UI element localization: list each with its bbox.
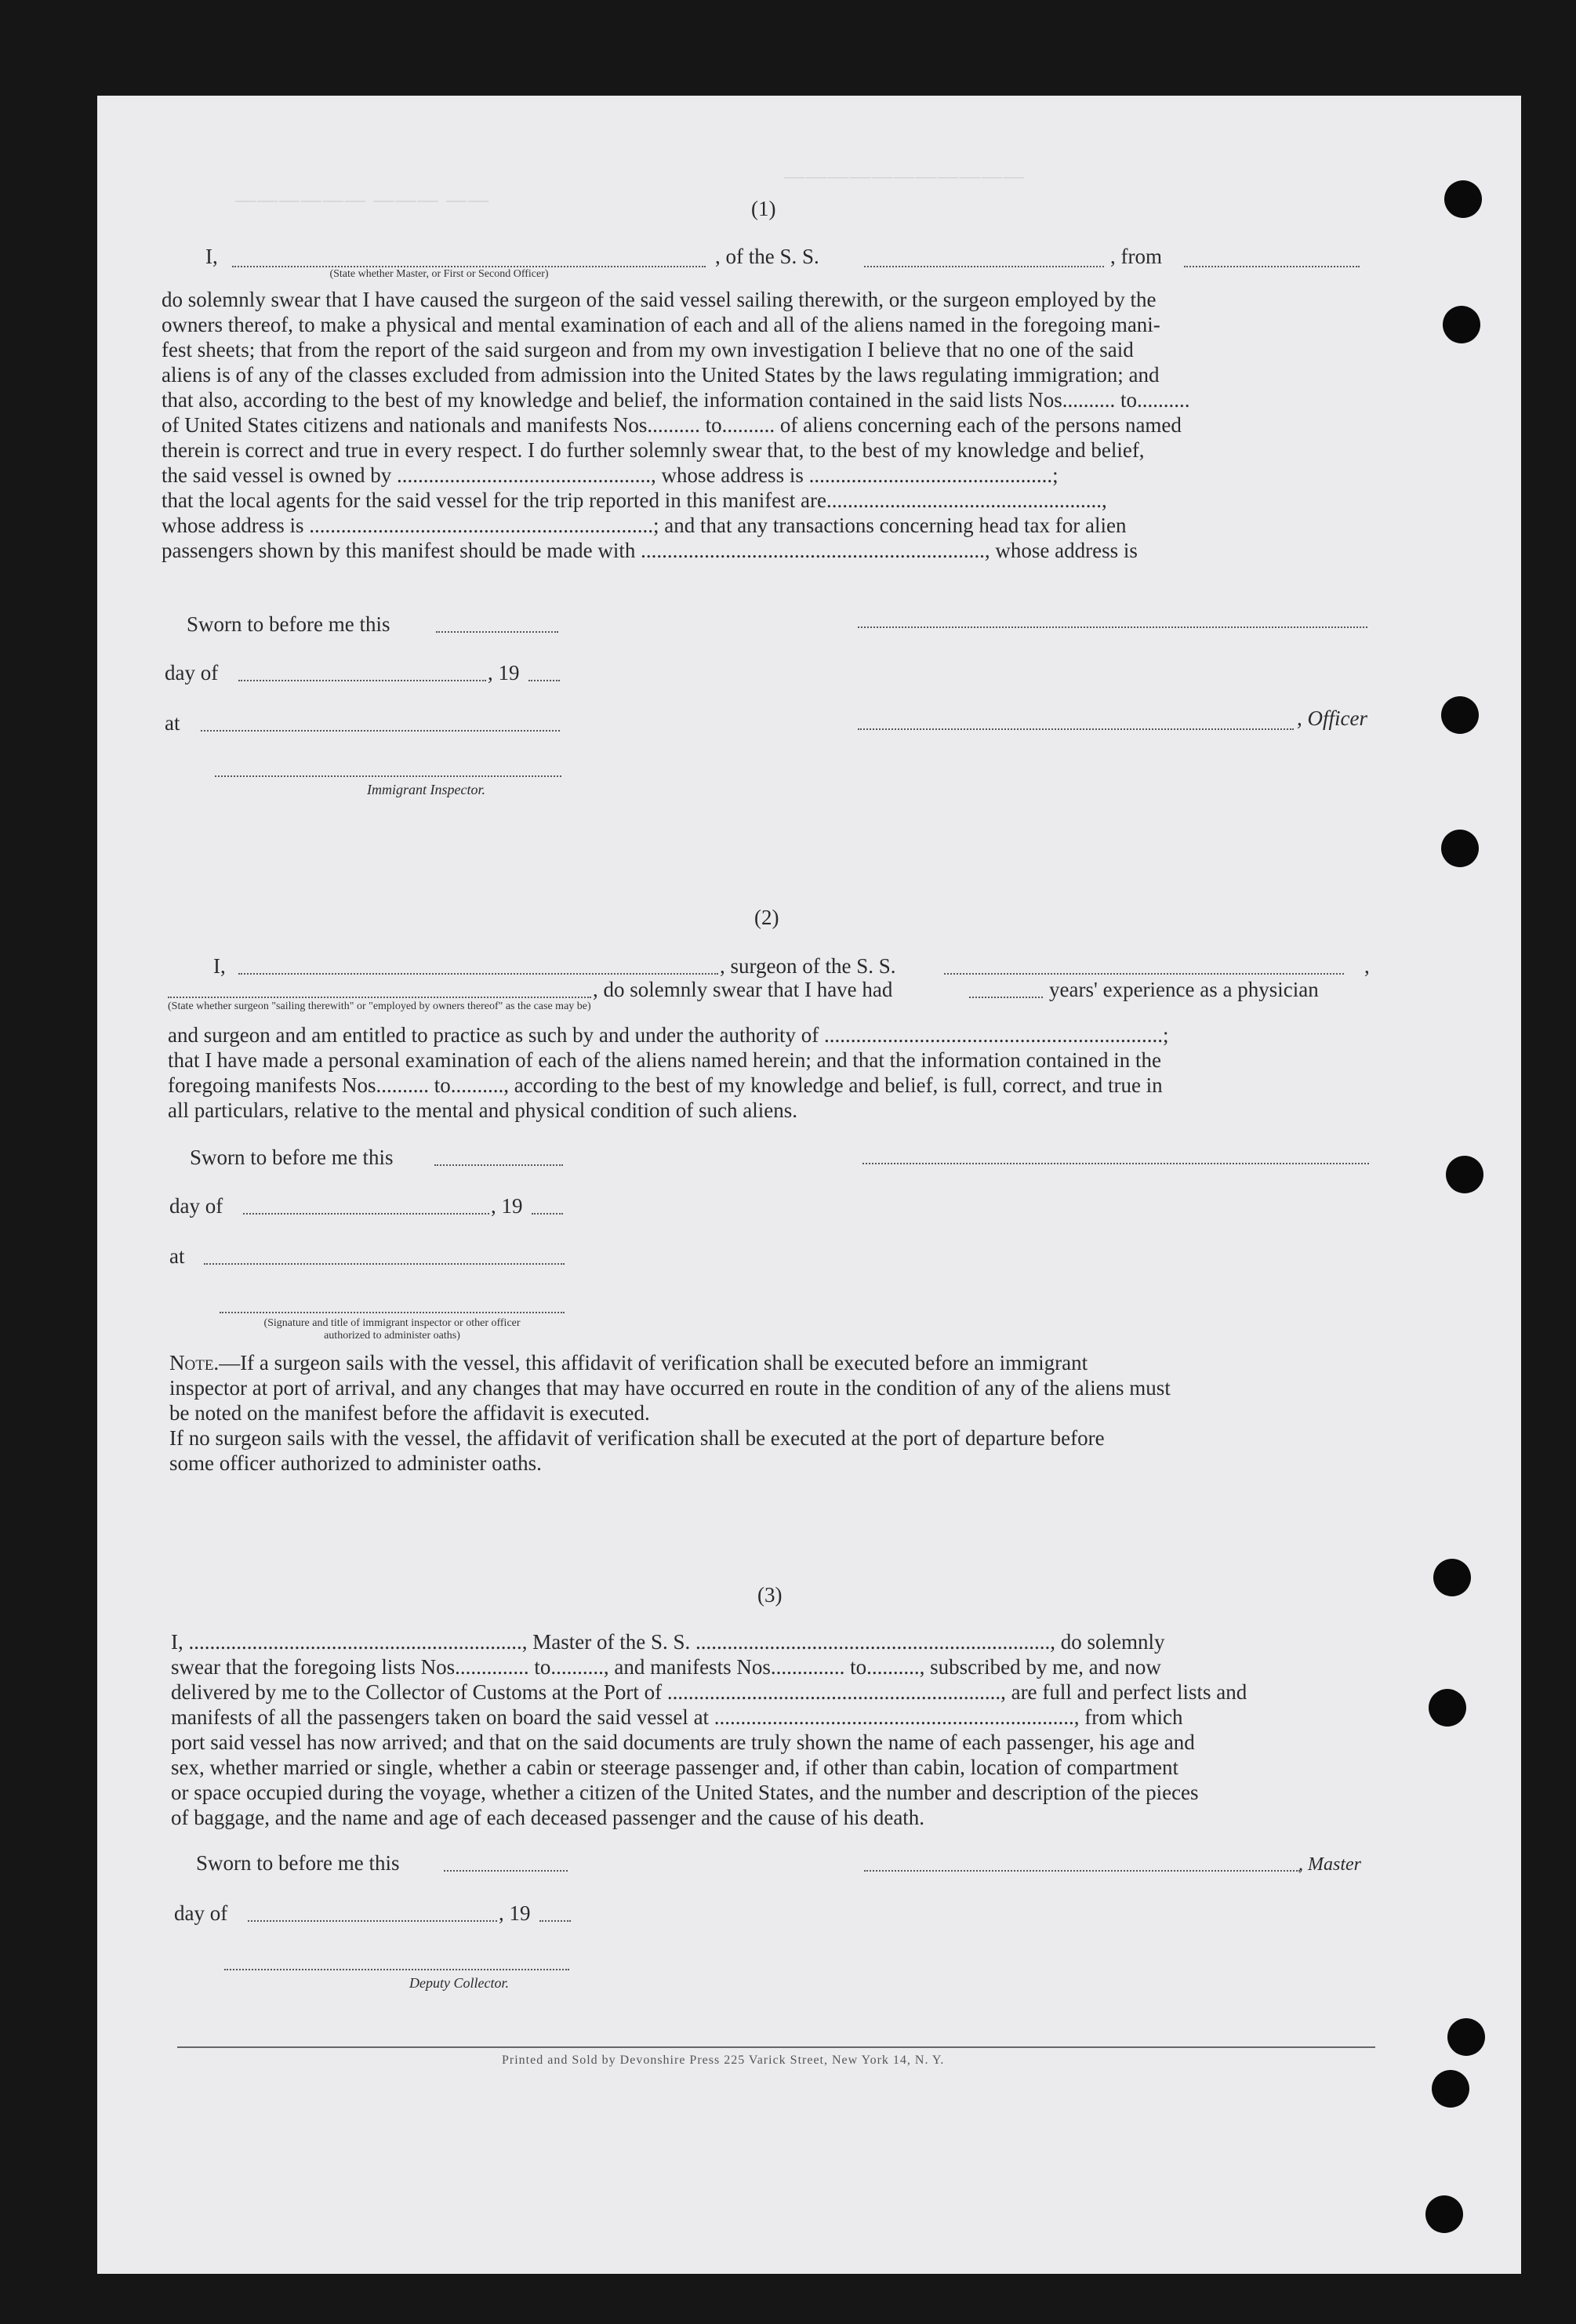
s3-deputy-label: Deputy Collector.: [409, 1975, 509, 1991]
s1-body-line: therein is correct and true in every respect. I do further solemnly swear that, to the best of my knowledge and belief,: [162, 438, 1145, 462]
s1-line1-post: , from: [1110, 245, 1162, 268]
s2-at: at: [169, 1244, 185, 1268]
s1-body-line: whose address is .................................................................; and that any transactions concerning head tax for alien: [162, 514, 1127, 537]
footer-rule: [177, 2046, 1375, 2048]
punch-hole: [1444, 180, 1482, 218]
s2-line2-post: years' experience as a physician: [1049, 978, 1319, 1001]
s1-body-line: owners thereof, to make a physical and mental examination of each and all of the aliens named in the foregoing mani-: [162, 313, 1160, 336]
s1-line1-pre: I,: [205, 245, 218, 268]
section-3-body: [171, 1629, 1374, 1830]
punch-hole: [1429, 1689, 1466, 1727]
s1-line1-mid: , of the S. S.: [715, 245, 819, 268]
s1-body-line: the said vessel is owned by ................................................, whose address is ..............................................;: [162, 463, 1059, 487]
bleed-through-text: —————— ——— ——: [235, 188, 490, 211]
punch-hole: [1432, 2070, 1469, 2108]
s3-master-label: , Master: [1298, 1854, 1361, 1875]
s1-body-line: of United States citizens and nationals and manifests Nos.......... to.......... of aliens concerning each of the persons named: [162, 413, 1182, 437]
punch-hole: [1441, 830, 1479, 867]
note-line: be noted on the manifest before the affidavit is executed.: [169, 1401, 650, 1425]
s1-body-line: fest sheets; that from the report of the said surgeon and from my own investigation I believe that no one of the said: [162, 338, 1134, 361]
s3-body-line: delivered by me to the Collector of Customs at the Port of ..............................................................., are full and perfect lists and: [171, 1680, 1247, 1704]
s2-year: , 19: [491, 1194, 523, 1218]
punch-hole: [1443, 306, 1480, 343]
s3-body-line: manifests of all the passengers taken on board the said vessel at ...................................................................., from which: [171, 1705, 1183, 1729]
s3-body-line: of baggage, and the name and age of each deceased passenger and the cause of his death.: [171, 1806, 925, 1829]
note-line: —If a surgeon sails with the vessel, this affidavit of verification shall be executed before an immigrant: [219, 1351, 1088, 1374]
s2-vessel-field: [944, 972, 1344, 975]
note-paragraph: [169, 1350, 1372, 1476]
s2-sig-caption: (Signature and title of immigrant inspector or other officer authorized to administer oaths): [263, 1317, 521, 1342]
s3-year: , 19: [499, 1901, 531, 1925]
section-3-number: (3): [757, 1583, 783, 1607]
s1-at: at: [165, 711, 180, 735]
s3-body-line: port said vessel has now arrived; and that on the said documents are truly shown the name of each passenger, his age and: [171, 1730, 1195, 1754]
s3-body-line: or space occupied during the voyage, whether a citizen of the United States, and the number and description of the pieces: [171, 1781, 1199, 1804]
s1-officer-label: , Officer: [1297, 706, 1367, 730]
s2-sworn-field: [434, 1164, 563, 1166]
s3-day-field: [248, 1919, 497, 1922]
surgeon-status-field: [168, 996, 591, 998]
s1-sworn: Sworn to before me this: [187, 612, 390, 636]
punch-hole: [1441, 696, 1479, 734]
s1-sworn-field: [436, 630, 558, 633]
s2-line1-post: , surgeon of the S. S.: [720, 954, 896, 978]
s3-deputy-sig: [224, 1968, 569, 1970]
s3-body-line: swear that the foregoing lists Nos.............. to.........., and manifests Nos.............. to.........., subscribed by me, and now: [171, 1655, 1161, 1679]
years-field: [969, 996, 1043, 998]
s2-line1-comma: ,: [1364, 954, 1370, 978]
s2-sworn: Sworn to before me this: [190, 1146, 394, 1169]
bleed-through-text: ———————————: [784, 165, 1026, 187]
s1-body-line: passengers shown by this manifest should be made with ................................................................., whose address is: [162, 539, 1138, 562]
s2-body-line: that I have made a personal examination of each of the aliens named herein; and that the information contained in the: [168, 1048, 1162, 1072]
s2-day-field: [243, 1212, 489, 1215]
s2-signature-line: [862, 1162, 1369, 1164]
s2-day-of: day of: [169, 1194, 223, 1218]
printer-footer: Printed and Sold by Devonshire Press 225 Varick Street, New York 14, N. Y.: [502, 2053, 945, 2067]
section-1-number: (1): [751, 197, 776, 220]
surgeon-caption: (State whether surgeon "sailing therewith" or "employed by owners thereof" as the case may be): [168, 1000, 591, 1012]
punch-hole: [1433, 1559, 1471, 1596]
punch-hole: [1446, 1156, 1483, 1193]
s1-inspector-label: Immigrant Inspector.: [367, 782, 485, 797]
from-port-field: [1184, 265, 1360, 267]
s1-body-line: that also, according to the best of my knowledge and belief, the information contained in the said lists Nos.......... to..........: [162, 388, 1190, 412]
punch-hole: [1447, 2018, 1485, 2056]
note-line: inspector at port of arrival, and any changes that may have occurred en route in the condition of any of the aliens must: [169, 1376, 1171, 1400]
s3-master-sig: [864, 1869, 1300, 1872]
s3-sworn: Sworn to before me this: [196, 1851, 400, 1875]
s3-day-of: day of: [174, 1901, 228, 1925]
note2-line: some officer authorized to administer oaths.: [169, 1451, 542, 1475]
s2-at-field: [204, 1262, 565, 1265]
section-2-number: (2): [754, 906, 779, 929]
s2-body-line: and surgeon and am entitled to practice as such by and under the authority of ................................................................;: [168, 1023, 1169, 1047]
s1-year-field: [528, 679, 560, 681]
s3-body-line: sex, whether married or single, whether a cabin or steerage passenger and, if other than cabin, location of compartment: [171, 1756, 1179, 1779]
s2-year-field: [532, 1212, 563, 1215]
surgeon-name-field: [238, 972, 718, 975]
s1-body-line: that the local agents for the said vessel for the trip reported in this manifest are....................................................,: [162, 488, 1107, 512]
master-caption: (State whether Master, or First or Second Officer): [329, 268, 549, 280]
punch-hole: [1425, 2195, 1463, 2233]
s1-day-field: [238, 679, 486, 681]
s3-sworn-field: [444, 1869, 568, 1872]
s1-officer-sig-1: [858, 626, 1367, 628]
s2-body-line: foregoing manifests Nos.......... to.........., according to the best of my knowledge and belief, is full, correct, and true in: [168, 1073, 1163, 1097]
s2-line1-pre: I,: [213, 954, 226, 978]
s2-official-sig: [220, 1311, 565, 1313]
s1-year: , 19: [488, 661, 520, 684]
note2-line: If no surgeon sails with the vessel, the affidavit of verification shall be executed at the port of departure before: [169, 1426, 1105, 1450]
s2-body-line: all particulars, relative to the mental and physical condition of such aliens.: [168, 1098, 797, 1122]
section-2-body: [168, 1022, 1371, 1123]
s3-year-field: [539, 1919, 571, 1922]
note-label: Note.: [169, 1351, 220, 1374]
s1-day-of: day of: [165, 661, 219, 684]
master-name-field: [232, 265, 706, 267]
vessel-name-field: [864, 265, 1104, 267]
section-1-body: [162, 287, 1364, 563]
s1-body-line: do solemnly swear that I have caused the surgeon of the said vessel sailing therewith, or the surgeon employed by the: [162, 288, 1157, 311]
s1-body-line: aliens is of any of the classes excluded from admission into the United States by the laws regulating immigration; and: [162, 363, 1160, 387]
s2-line2-mid: , do solemnly swear that I have had: [593, 978, 893, 1001]
s3-body-line: I, ..............................................................., Master of the S. S. ..................................................................., do solemnly: [171, 1630, 1165, 1654]
s1-at-field: [201, 729, 560, 732]
s1-inspector-sig: [215, 775, 561, 777]
s1-officer-sig-2: [858, 728, 1294, 730]
